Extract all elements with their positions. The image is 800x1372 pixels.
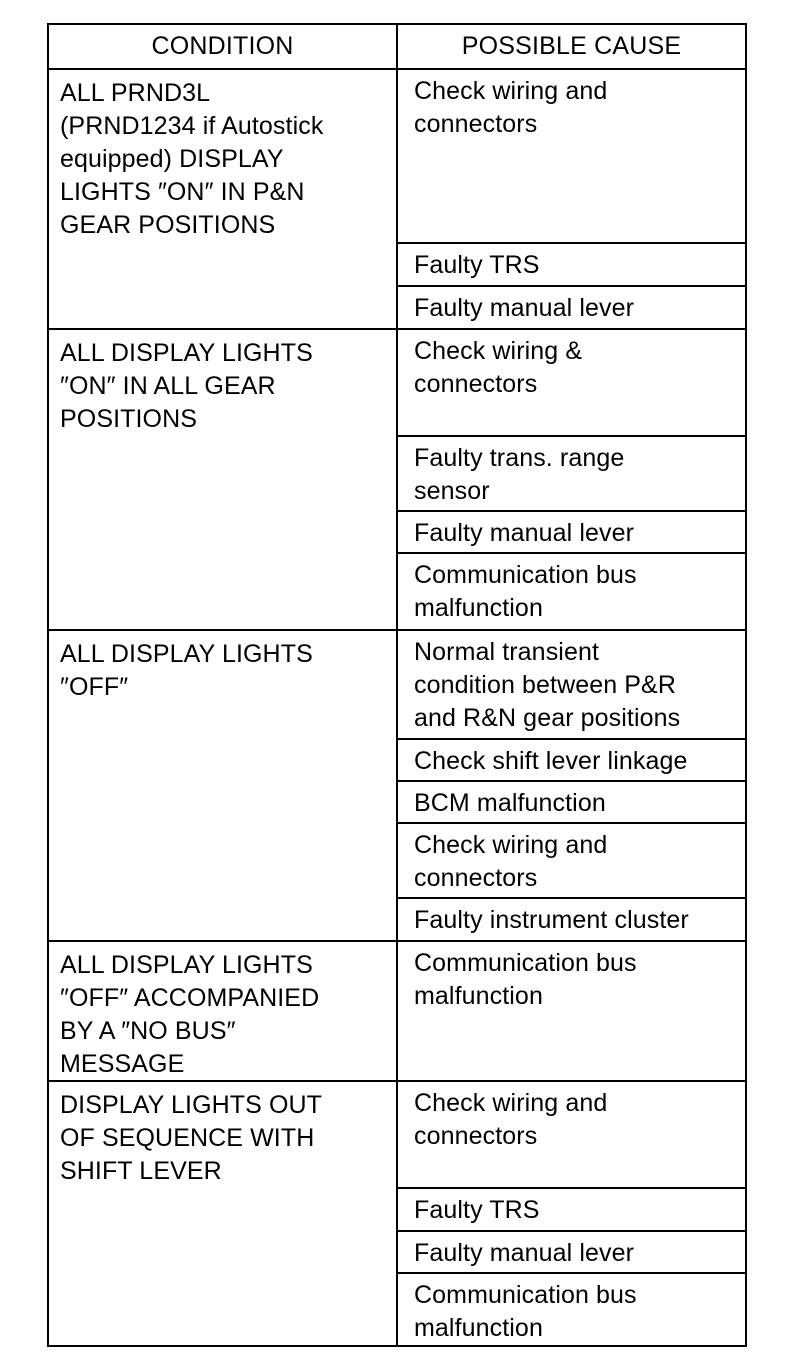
- table-row: [49, 631, 745, 942]
- causes-cell: [398, 942, 745, 1080]
- cause-cell: Check wiring & connectors: [398, 330, 745, 437]
- cause-cell: BCM malfunction: [398, 782, 745, 824]
- cause-cell: Faulty trans. range sensor: [398, 437, 745, 512]
- diagnosis-table: [47, 23, 747, 1347]
- cause-cell: Faulty TRS: [398, 244, 745, 287]
- cause-cell: Faulty TRS: [398, 1189, 745, 1232]
- condition-cell: ALL DISPLAY LIGHTS ″ON″ IN ALL GEAR POSITIONS: [49, 330, 398, 629]
- table-row: [49, 1082, 745, 1345]
- cause-cell: Check shift lever linkage: [398, 740, 745, 782]
- condition-cell: DISPLAY LIGHTS OUT OF SEQUENCE WITH SHIFT LEVER: [49, 1082, 398, 1345]
- cause-cell: Check wiring and connectors: [398, 1082, 745, 1189]
- cause-cell: Check wiring and connectors: [398, 70, 745, 244]
- condition-cell: ALL DISPLAY LIGHTS ″OFF″: [49, 631, 398, 940]
- causes-cell: [398, 631, 745, 940]
- cause-cell: Faulty manual lever: [398, 1232, 745, 1274]
- cause-cell: Check wiring and connectors: [398, 824, 745, 899]
- causes-cell: [398, 1082, 745, 1345]
- cause-cell: Communication bus malfunction: [414, 561, 637, 622]
- table-header: [49, 25, 745, 70]
- table-row: [49, 942, 745, 1082]
- cause-cell: Faulty instrument cluster: [414, 906, 689, 934]
- condition-cell: ALL PRND3L (PRND1234 if Autostick equipped) DISPLAY LIGHTS ″ON″ IN P&N GEAR POSITIONS: [49, 70, 398, 328]
- header-condition: CONDITION: [49, 25, 398, 68]
- table-row: [49, 330, 745, 631]
- cause-cell: Faulty manual lever: [398, 512, 745, 554]
- causes-cell: [398, 70, 745, 328]
- cause-cell: Faulty manual lever: [414, 294, 635, 322]
- table-row: [49, 70, 745, 330]
- causes-cell: [398, 330, 745, 629]
- cause-cell: Communication bus malfunction: [414, 1281, 637, 1342]
- header-possible-cause: POSSIBLE CAUSE: [461, 32, 682, 60]
- cause-cell: Normal transient condition between P&R and R&N gear positions: [398, 631, 745, 740]
- cause-cell: Communication bus malfunction: [414, 949, 637, 1010]
- condition-cell: ALL DISPLAY LIGHTS ″OFF″ ACCOMPANIED BY A ″NO BUS″ MESSAGE: [49, 942, 398, 1080]
